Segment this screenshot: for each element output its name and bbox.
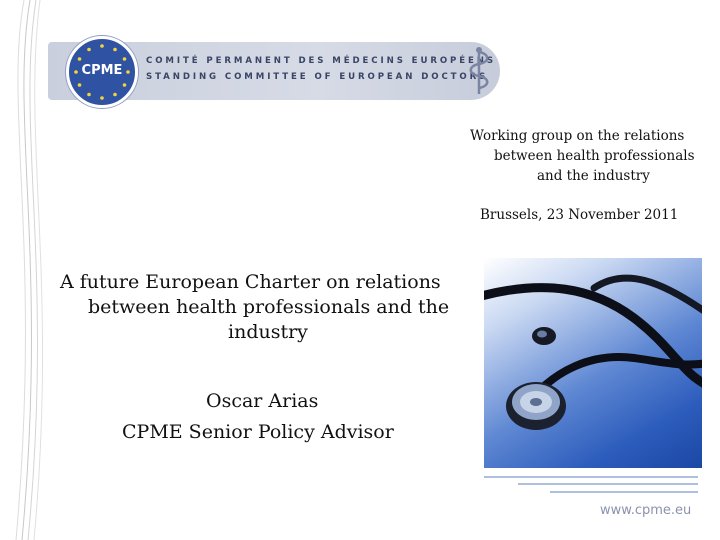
working-group-text [460, 126, 710, 186]
slide-title [58, 270, 468, 345]
working-group-line: and the industry [537, 168, 650, 184]
meeting-date: Brussels, 23 November 2011 [480, 207, 679, 223]
stethoscope-icon [484, 258, 702, 468]
stethoscope-image [484, 258, 702, 468]
banner-french-name: COMITÉ PERMANENT DES MÉDECINS EUROPÉENS [146, 56, 496, 66]
logo-badge-text: CPME [81, 63, 123, 78]
website-url: www.cpme.eu [600, 503, 692, 518]
decorative-lines [484, 474, 704, 498]
working-group-line: between health professionals [494, 148, 695, 164]
working-group-line: Working group on the relations [470, 128, 685, 144]
presenter-role: CPME Senior Policy Advisor [122, 421, 394, 443]
title-line: industry [228, 321, 308, 343]
presenter-name: Oscar Arias [206, 390, 319, 412]
banner-english-name: STANDING COMMITTEE OF EUROPEAN DOCTORS [146, 72, 489, 82]
caduceus-icon [466, 46, 492, 96]
title-line: between health professionals and the [88, 296, 450, 318]
cpme-logo [66, 36, 138, 108]
title-line: A future European Charter on relations [60, 271, 441, 293]
